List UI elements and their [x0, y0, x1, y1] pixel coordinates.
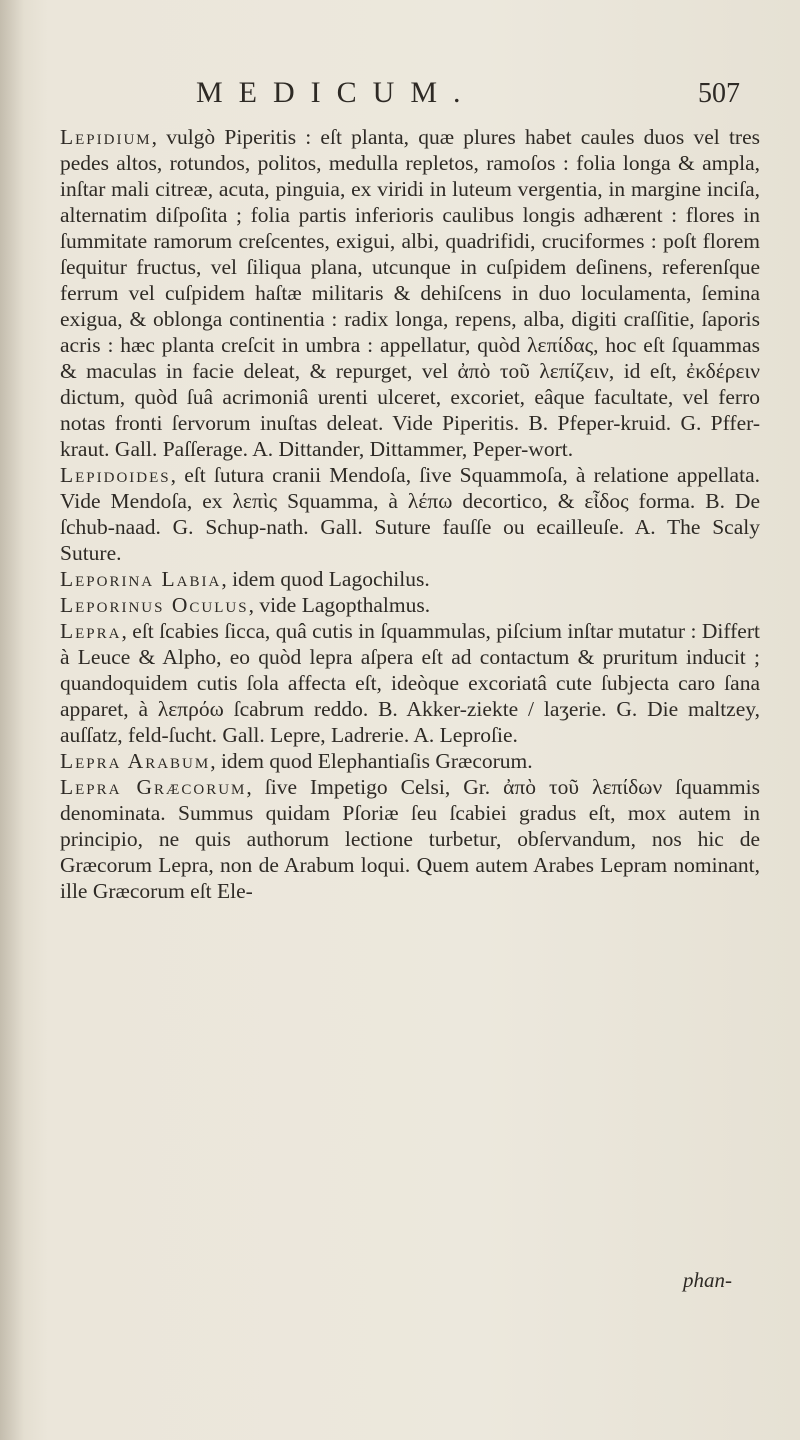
entry-body: , eſt ſutura cranii Mendoſa, ſive Squammoſa, à relatione appellata. Vide Mendoſa, ex λεπὶς Squamma, à λέπω decortico, & εἶδος forma. B. De ſchub-naad. G. Schup-nath. Gall. Suture fauſſe ou ecailleuſe. A. The Scaly Suture. — [60, 463, 760, 565]
dictionary-text — [60, 124, 760, 904]
catchword: phan- — [683, 1268, 732, 1292]
headword: Lepra Græcorum — [60, 775, 247, 799]
entry-leporina-labia — [60, 566, 760, 592]
entry-lepra-arabum — [60, 748, 760, 774]
headword: Lepidoides — [60, 463, 171, 487]
headword: Lepra Arabum — [60, 749, 211, 773]
entry-lepidium — [60, 124, 760, 462]
headword: Leporinus Oculus — [60, 593, 249, 617]
page-fold-shadow — [0, 0, 24, 1440]
entry-lepra-graecorum — [60, 774, 760, 904]
headword: Leporina Labia — [60, 567, 222, 591]
entry-body: , ſive Impetigo Celsi, Gr. ἀπὸ τοῦ λεπίδων ſquammis denominata. Summus quidam Pſoriæ ſeu ſcabiei gradus eſt, mox autem in principio, ne quis authorum lectione turbetur, obſervandum, nos hic de Græcorum Lepra, non de Arabum loqui. Quem autem Arabes Lepram nominant, ille Græcorum eſt Ele- — [60, 775, 760, 903]
headword: Lepra — [60, 619, 122, 643]
entry-body: , idem quod Elephantiaſis Græcorum. — [210, 749, 533, 773]
entry-body: , vide Lagopthalmus. — [248, 593, 431, 617]
entry-body: , idem quod Lagochilus. — [221, 567, 430, 591]
page-header — [180, 76, 740, 116]
page-number: 507 — [698, 78, 740, 109]
entry-lepra — [60, 618, 760, 748]
entry-body: , eſt ſcabies ſicca, quâ cutis in ſquammulas, piſcium inſtar mutatur : Differt à Leuce & Alpho, eo quòd lepra aſpera eſt ad contactum & pruritum inducit ; quandoquidem cutis ſola affecta eſt, ideòque excoriatâ cute ſubjecta caro ſana apparet, à λεπρόω ſcabrum reddo. B. Akker-ziekte / laʒerie. G. Die maltzey, auſſatz, feld-ſucht. Gall. Lepre, Ladrerie. A. Leproſie. — [60, 619, 760, 747]
headword: Lepidium — [60, 125, 152, 149]
entry-leporinus-oculus — [60, 592, 760, 618]
entry-body: , vulgò Piperitis : eſt planta, quæ plures habet caules duos vel tres pedes altos, rotundos, politos, medulla repletos, ramoſos : folia longa & ampla, inſtar mali citreæ, acuta, pinguia, ex viridi in luteum vergentia, in margine inciſa, alternatim diſpoſita ; folia partis inferioris caulibus longis adhærent : flores in ſummitate ramorum creſcentes, exigui, albi, quadrifidi, cruciformes : poſt florem ſequitur fructus, vel ſiliqua plana, utcunque in cuſpidem deſinens, referenſque ferrum vel cuſpidem haſtæ militaris & dehiſcens in duo loculamenta, ſemina exigua, & oblonga continentia : radix longa, repens, alba, digiti craſſitie, ſaporis acris : hæc planta creſcit in umbra : appellatur, quòd λεπίδας, hoc eſt ſquammas & maculas in facie deleat, & repurget, vel ἀπὸ τοῦ λεπίζειν, id eſt, ἐκδέρειν dictum, quòd ſuâ acrimoniâ urenti ulceret, excoriet, eâque facultate, vel ferro notas fronti ſervorum inuſtas deleat. Vide Piperitis. B. Pfeper-kruid. G. Pffer-kraut. Gall. Paſſerage. A. Dittander, Dittammer, Peper-wort. — [60, 125, 760, 461]
running-head: MEDICUM. — [196, 76, 477, 109]
entry-lepidoides — [60, 462, 760, 566]
